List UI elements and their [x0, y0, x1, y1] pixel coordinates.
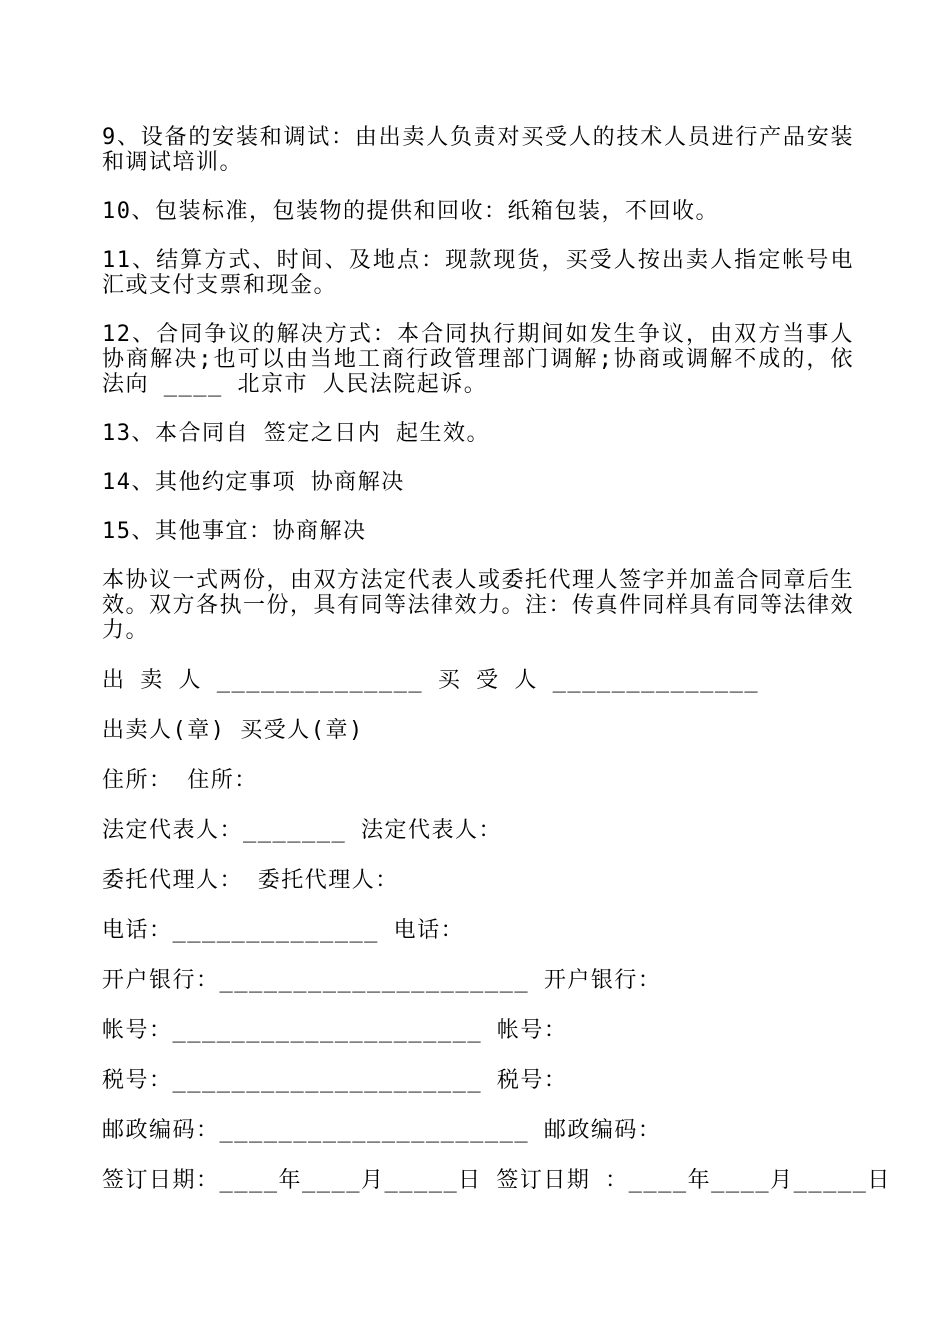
- clause-14: 14、其他约定事项 协商解决: [102, 470, 405, 495]
- seal-line: 出卖人(章) 买受人(章): [102, 718, 364, 743]
- agent-line: 委托代理人： 委托代理人：: [102, 868, 399, 893]
- legal-rep-line: 法定代表人：_______ 法定代表人：: [102, 818, 502, 843]
- clause-11: 11、结算方式、时间、及地点：现款现货，买受人按出卖人指定帐号电汇或支付支票和现金。: [102, 248, 854, 298]
- tax-number-line: 税号：_____________________ 税号：: [102, 1068, 568, 1093]
- clause-9: 9、设备的安装和调试：由出卖人负责对买受人的技术人员进行产品安装和调试培训。: [102, 125, 854, 175]
- account-line: 帐号：_____________________ 帐号：: [102, 1018, 568, 1043]
- clause-15: 15、其他事宜：协商解决: [102, 519, 367, 544]
- bank-line: 开户银行：_____________________ 开户银行：: [102, 968, 662, 993]
- sign-date-line: 签订日期：____年____月_____日 签订日期 ：____年____月_____日: [102, 1168, 891, 1193]
- contract-page: [102, 125, 891, 1193]
- parties-line: 出 卖 人 ______________ 买 受 人 ______________: [102, 668, 760, 693]
- clause-10: 10、包装标准，包装物的提供和回收：纸箱包装，不回收。: [102, 199, 719, 224]
- clause-13: 13、本合同自 签定之日内 起生效。: [102, 421, 490, 446]
- phone-line: 电话：______________ 电话：: [102, 918, 465, 943]
- agreement-note: 本协议一式两份，由双方法定代表人或委托代理人签字并加盖合同章后生效。双方各执一份，具有同等法律效力。注：传真件同样具有同等法律效力。: [102, 568, 855, 643]
- clause-12: 12、合同争议的解决方式：本合同执行期间如发生争议，由双方当事人协商解决;也可以由当地工商行政管理部门调解;协商或调解不成的，依法向 ____ 北京市 人民法院起诉。: [102, 322, 854, 397]
- address-line: 住所： 住所：: [102, 768, 258, 793]
- postcode-line: 邮政编码：_____________________ 邮政编码：: [102, 1118, 662, 1143]
